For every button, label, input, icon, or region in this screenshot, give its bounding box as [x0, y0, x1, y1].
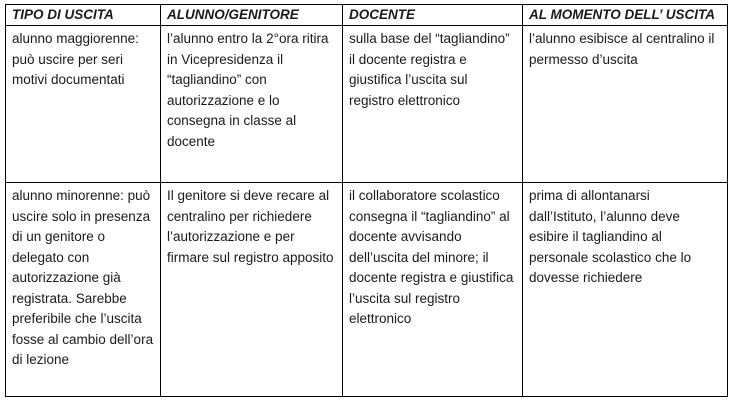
header-alunno-genitore: ALUNNO/GENITORE [161, 5, 343, 26]
cell-text: prima di allontanarsi dall’Istituto, l’alunno deve esibire il tagliandino al personale scolastico che lo dovesse richiedere [529, 188, 692, 285]
table-row [6, 183, 728, 397]
cell-alunno-genitore [161, 26, 343, 183]
table-header-row [6, 5, 728, 26]
cell-alunno-genitore [161, 183, 343, 397]
exit-procedures-table [5, 4, 728, 397]
header-al-momento-uscita: AL MOMENTO DELL’ USCITA [523, 5, 728, 26]
cell-text: Il genitore si deve recare al centralino per richiedere l’autorizzazione e per firmare sul registro apposito [167, 188, 334, 265]
cell-tipo [6, 26, 161, 183]
table-row [6, 26, 728, 183]
cell-docente [343, 26, 523, 183]
header-docente: DOCENTE [343, 5, 523, 26]
header-tipo-di-uscita: TIPO DI USCITA [6, 5, 161, 26]
cell-text: alunno maggiorenne: può uscire per seri motivi documentati [12, 31, 139, 87]
cell-text: il collaboratore scolastico consegna il “tagliandino” al docente avvisando dell’uscita del minore; il docente registra e giustifica l’uscita sul registro elettronico [349, 188, 514, 326]
cell-momento-uscita [523, 26, 728, 183]
cell-momento-uscita [523, 183, 728, 397]
cell-text: alunno minorenne: può uscire solo in presenza di un genitore o delegato con autorizzazione già registrata. Sarebbe preferibile che l’uscita fosse al cambio dell’ora di lezione [12, 188, 154, 367]
cell-tipo [6, 183, 161, 397]
cell-text: l’alunno esibisce al centralino il permesso d’uscita [529, 31, 715, 67]
cell-docente [343, 183, 523, 397]
cell-text: sulla base del “tagliandino” il docente registra e giustifica l’uscita sul registro elettronico [349, 31, 510, 108]
cell-text: l’alunno entro la 2°ora ritira in Vicepresidenza il “tagliandino” con autorizzazione e lo consegna in classe al docente [167, 31, 329, 149]
